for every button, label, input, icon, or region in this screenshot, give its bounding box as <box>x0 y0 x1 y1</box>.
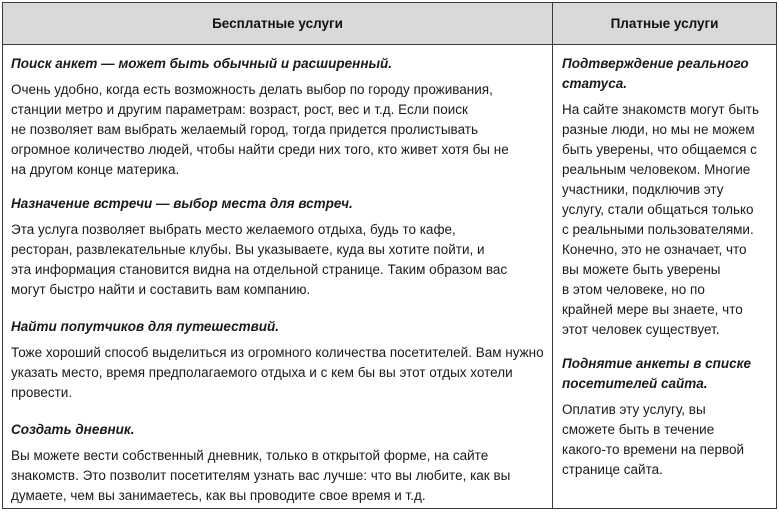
service-description: Оплатив эту услугу, вы сможете быть в течение какого-то времени на первой странице сайта. <box>562 402 745 477</box>
service-title: Подтверждение реального статуса. <box>562 56 749 91</box>
service-description: Тоже хороший способ выделиться из огромного количества посетителей. Вам нужно указать место, время предполагаемого отдыха и с кем бы вы этот отдых хотели провести. <box>11 345 544 400</box>
paid-service-raise-profile <box>562 354 768 480</box>
table-header <box>3 3 776 45</box>
service-title: Поиск анкет — может быть обычный и расширенный. <box>11 56 393 71</box>
services-table <box>2 2 777 509</box>
header-paid-services: Платные услуги <box>610 16 719 31</box>
free-service-search <box>11 54 547 180</box>
service-title: Создать дневник. <box>11 422 135 437</box>
service-title: Назначение встречи — выбор места для встреч. <box>11 196 353 211</box>
service-description: Эта услуга позволяет выбрать место желаемого отдыха, будь то кафе, ресторан, развлекательные клубы. Вы указываете, куда вы хотите пойти, и эта информация становится видна на отдельной странице. Таким образом вас могут быстро найти и составить вам компанию. <box>11 222 508 297</box>
service-description: Очень удобно, когда есть возможность делать выбор по городу проживания, станции метро и другим параметрам: возраст, рост, вес и т.д. Если поиск не позволяет вам выбрать желаемый город, тогда придется пролистывать огромное количество людей, чтобы найти среди них того, кто живет хотя бы не на другом конце материка. <box>11 82 509 177</box>
free-service-travel <box>11 317 547 403</box>
service-title: Поднятие анкеты в списке посетителей сайта. <box>562 356 751 391</box>
free-service-meeting <box>11 194 547 300</box>
service-title: Найти попутчиков для путешествий. <box>11 319 279 334</box>
service-description: На сайте знакомств могут быть разные люди, но мы не можем быть уверены, что общаемся с реальным человеком. Многие участники, подключив эту услугу, стали общаться только с реальными пользователями. Конечно, это не означает, что вы можете быть уверены в этом человеке, но по крайней мере вы знаете, что этот человек существует. <box>562 102 760 337</box>
service-description: Вы можете вести собственный дневник, только в открытой форме, на сайте знакомств. Это позволит посетителям узнать вас лучше: что вы любите, как вы думаете, чем вы занимаетесь, как вы проводите свое время и т.д. <box>11 448 511 503</box>
column-divider <box>552 3 553 508</box>
free-service-diary <box>11 420 547 506</box>
header-free-services: Бесплатные услуги <box>212 16 343 31</box>
paid-service-verification <box>562 54 768 340</box>
